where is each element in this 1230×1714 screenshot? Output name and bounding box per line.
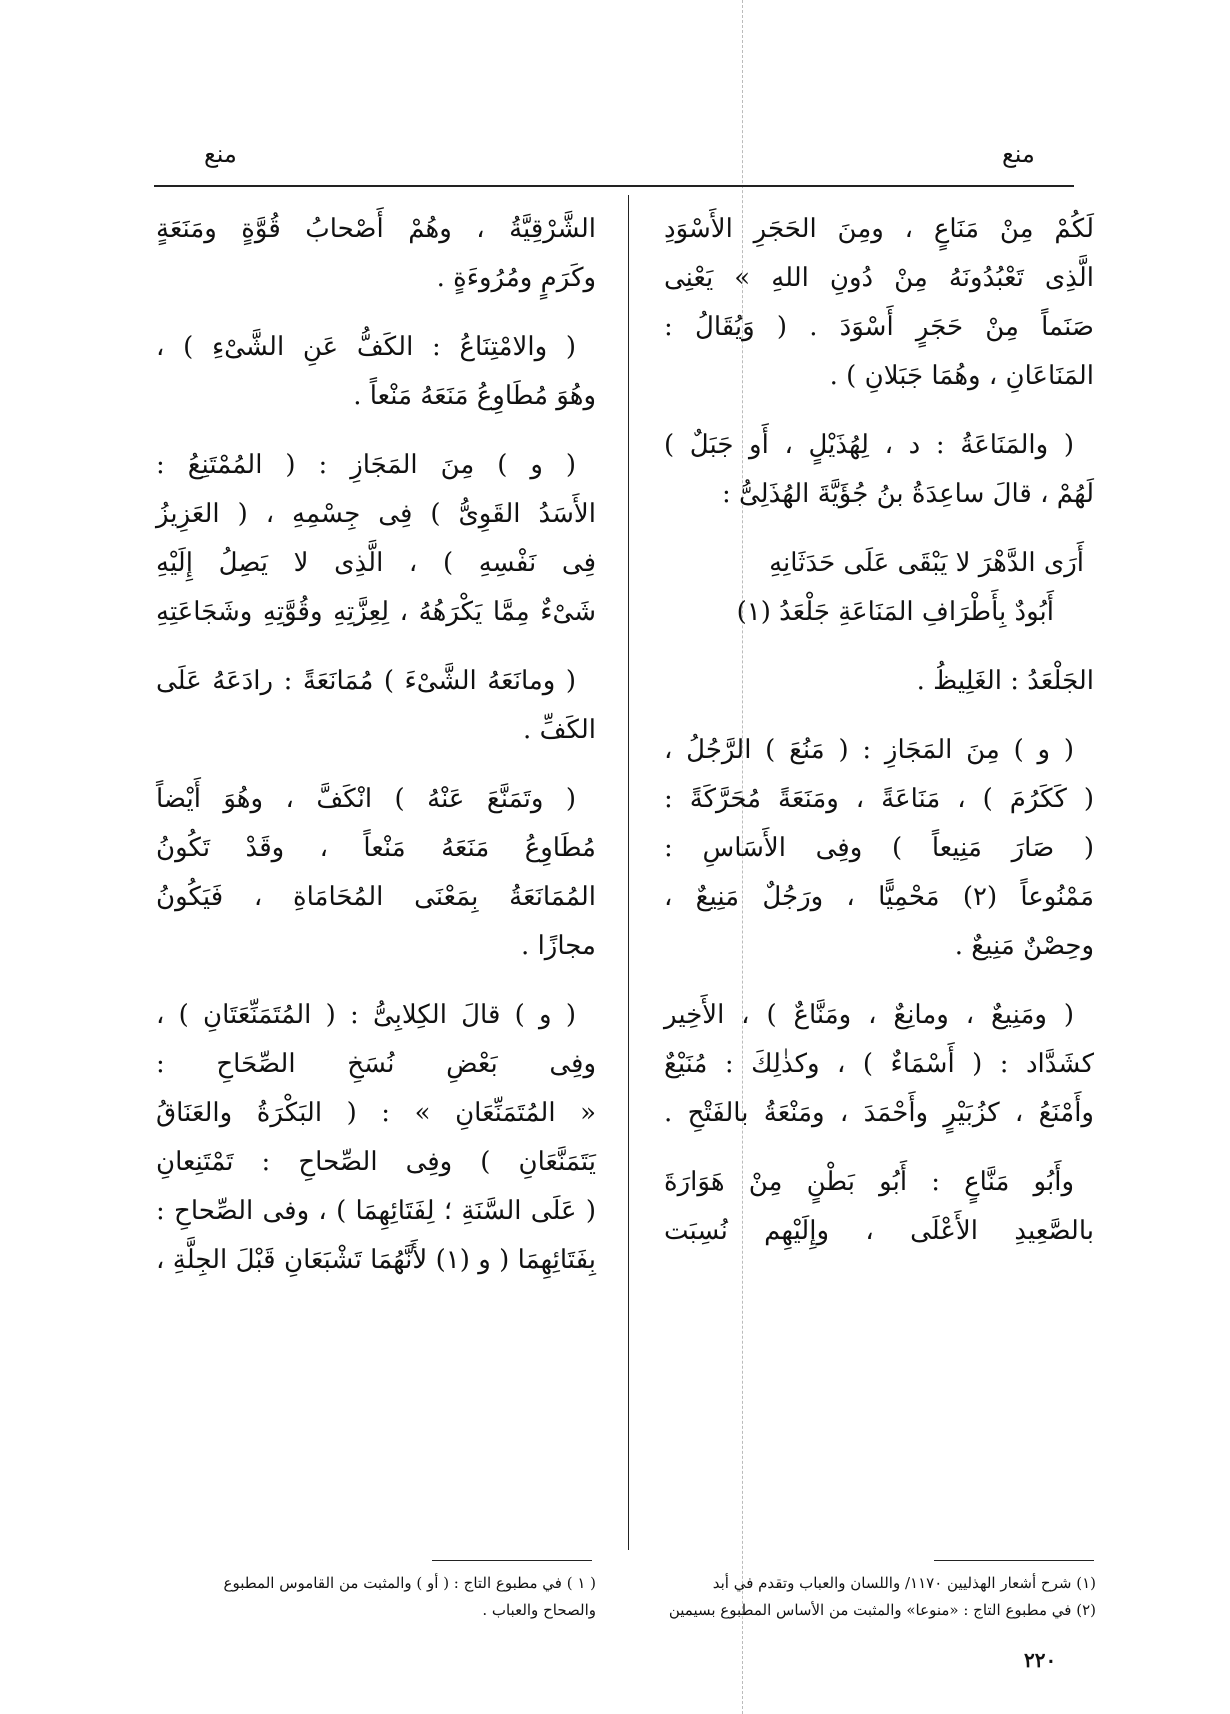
- text-line: المُمَانَعَةُ بِمَعْنَى المُحَامَاةِ ، فَيَكُونُ: [156, 882, 596, 912]
- paragraph: [664, 657, 1094, 706]
- text-line: الأَسَدُ القَوِىُّ ) فِى جِسْمِهِ ، ( العَزِيزُ: [156, 499, 596, 529]
- text-line: صَنَماً مِنْ حَجَرٍ أَسْوَدَ . ( وَيُقَالُ :: [664, 312, 1094, 342]
- verse-hemistich: أَبُودٌ بِأَطْرَافِ المَنَاعَةِ جَلْعَدُ (١): [736, 597, 1054, 627]
- footnotes-right: [664, 1570, 1096, 1624]
- text-line: مَمْنُوعاً (٢) مَحْمِيًّا ، ورَجُلٌ مَنِيعٌ ،: [664, 882, 1094, 912]
- column-divider: [628, 195, 629, 1550]
- left-column: [156, 205, 596, 1305]
- paragraph: [156, 205, 596, 303]
- text-line: وفِى بَعْضِ نُسَخِ الصِّحَاحِ :: [156, 1049, 596, 1079]
- text-line: لَهُمْ ، قالَ ساعِدَةُ بنُ جُؤَيَّةَ الهُذَلِىُّ :: [721, 479, 1094, 509]
- verse: [664, 539, 1094, 637]
- text-line: ( ومَنِيعٌ ، ومانِعٌ ، ومَنَّاعٌ ) ، الأَخِير: [664, 1000, 1074, 1030]
- running-head-left: منع: [204, 140, 237, 168]
- text-line: كشَدَّاد : ( أَسْمَاءٌ ) ، وكذٰلِكَ : مُنَيْعٌ: [664, 1049, 1094, 1079]
- header-rule: [154, 185, 1074, 187]
- page-number: ٢٢٠: [1024, 1648, 1057, 1672]
- footnote: (٢) في مطبوع التاج : «منوعا» والمثبت من الأساس المطبوع بسيمين: [668, 1601, 1096, 1619]
- paragraph: [664, 205, 1094, 401]
- paragraph: [156, 775, 596, 971]
- paragraph: [664, 726, 1094, 971]
- paragraph: [156, 323, 596, 421]
- text-line: « المُتَمَنِّعَانِ » : ( البَكْرَةُ والعَنَاقُ: [156, 1098, 596, 1128]
- footnote: ( ١ ) في مطبوع التاج : ( أو ) والمثبت من القاموس المطبوع: [223, 1574, 596, 1592]
- text-line: ( و ) مِنَ المَجَازِ : ( المُمْتَنِعُ :: [156, 450, 576, 480]
- text-line: الجَلْعَدُ : الغَلِيظُ .: [916, 666, 1094, 696]
- text-line: بِفَتَائِهِمَا ( و (١) لأَنَّهُمَا تَشْبَعَانِ قَبْلَ الجِلَّةِ ،: [156, 1245, 596, 1275]
- paragraph: [156, 991, 596, 1285]
- text-line: ( وتَمَنَّعَ عَنْهُ ) انْكَفَّ ، وهُوَ أَيْضاً: [156, 784, 576, 814]
- text-line: وأَبُو مَنَّاعٍ : أَبُو بَطْنٍ مِنْ هَوَارَةَ: [664, 1167, 1074, 1197]
- text-line: وحِصْنٌ مَنِيعٌ .: [954, 931, 1094, 961]
- text-line: وهُوَ مُطَاوِعُ مَنَعَهُ مَنْعاً .: [353, 381, 596, 411]
- paragraph: [156, 441, 596, 637]
- text-line: شَىْءٌ مِمَّا يَكْرَهُهُ ، لِعِزَّتِهِ وقُوَّتِهِ وشَجَاعَتِهِ: [156, 597, 596, 627]
- text-line: ( صَارَ مَنِيعاً ) وفِى الأَسَاسِ :: [664, 833, 1094, 863]
- text-line: المَنَاعَانِ ، وهُمَا جَبَلانِ ) .: [829, 361, 1094, 391]
- footnote: والصحاح والعباب .: [482, 1601, 596, 1619]
- text-line: ( كَكَرُمَ ) ، مَنَاعَةً ، ومَنَعَةً مُحَرَّكَةً :: [664, 784, 1094, 814]
- verse-hemistich: أَرَى الدَّهْرَ لا يَبْقَى عَلَى حَدَثَانِهِ: [769, 548, 1084, 578]
- text-line: ( والامْتِنَاعُ : الكَفُّ عَنِ الشَّىْءِ ) ،: [156, 332, 576, 362]
- text-line: يَتَمَنَّعَانِ ) وفِى الصِّحاحِ : تَمْتَنِعانِ: [156, 1147, 596, 1177]
- text-line: وأَمْنَعُ ، كزُبَيْرٍ وأَحْمَدَ ، ومَنْعَةُ بالفَتْحِ .: [664, 1098, 1094, 1128]
- text-line: الشَّرْقِيَّةُ ، وهُمْ أَصْحابُ قُوَّةٍ ومَنَعَةٍ: [156, 214, 596, 244]
- paragraph: [664, 991, 1094, 1138]
- footnote-rule-left: [432, 1560, 592, 1561]
- footnote: (١) شرح أشعار الهذليين ١١٧٠/ واللسان والعباب وتقدم في أبد: [712, 1574, 1096, 1592]
- text-line: ( و ) مِنَ المَجَازِ : ( مَنُعَ ) الرَّجُلُ ،: [664, 735, 1074, 765]
- paragraph: [664, 1158, 1094, 1256]
- footnote-rule-right: [934, 1560, 1094, 1561]
- text-line: الَّذِى تَعْبُدُونَهُ مِنْ دُونِ اللهِ » يَعْنِى: [664, 263, 1094, 293]
- text-line: ( والمَنَاعَةُ : د ، لِهُذَيْلٍ ، أَو جَبَلٌ ): [664, 430, 1074, 460]
- footnotes-left: [156, 1570, 596, 1624]
- text-line: بالصَّعِيدِ الأَعْلَى ، وإِلَيْهِم نُسِبَت: [664, 1216, 1094, 1246]
- text-line: ( ومانَعَهُ الشَّىْءَ ) مُمَانَعَةً : رادَعَهُ عَلَى: [156, 666, 576, 696]
- text-line: الكَفِّ .: [523, 715, 596, 745]
- running-head-right: منع: [1002, 140, 1035, 168]
- text-line: مجازًا .: [521, 931, 596, 961]
- text-line: ( و ) قالَ الكِلابِىُّ : ( المُتَمَنِّعَتَانِ ) ،: [156, 1000, 576, 1030]
- text-line: ( عَلَى السَّنَةِ ؛ لِفَتَائِهِمَا ) ، وفى الصِّحاحِ :: [156, 1196, 596, 1226]
- paragraph: [156, 657, 596, 755]
- text-line: لَكُمْ مِنْ مَنَاعٍ ، ومِنَ الحَجَرِ الأَسْوَدِ: [664, 214, 1094, 244]
- text-line: فِى نَفْسِهِ ) ، الَّذِى لا يَصِلُ إِلَيْهِ: [156, 548, 596, 578]
- right-column: [664, 205, 1094, 1276]
- text-line: مُطَاوِعُ مَنَعَهُ مَنْعاً ، وقَدْ تَكُونُ: [156, 833, 596, 863]
- paragraph: [664, 421, 1094, 519]
- text-line: وكَرَمٍ ومُرُوءَةٍ .: [436, 263, 596, 293]
